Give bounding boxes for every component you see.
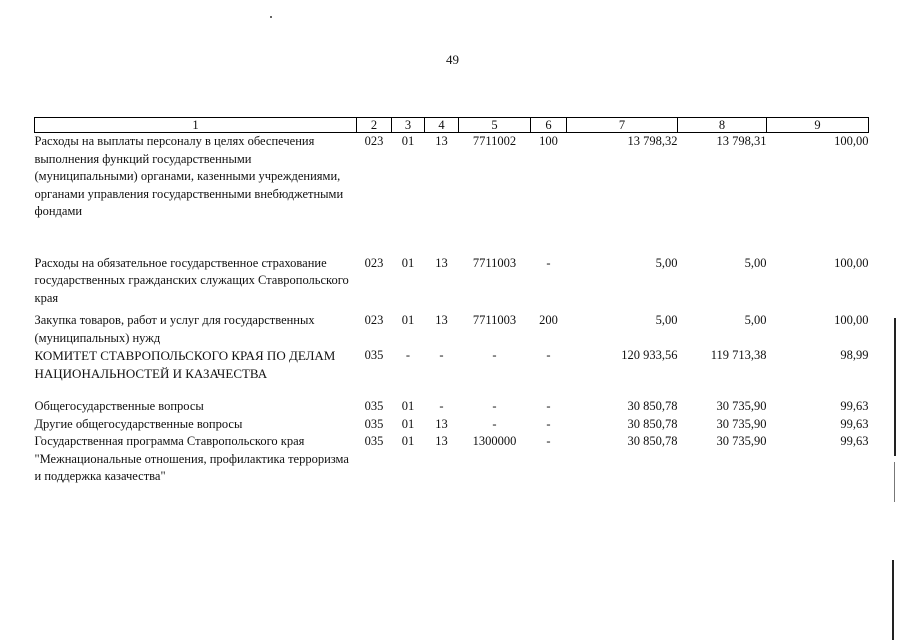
cell-expense-type: -: [546, 399, 551, 413]
cell-percent: 99,63: [840, 434, 869, 448]
row-name: КОМИТЕТ СТАВРОПОЛЬСКОГО КРАЯ ПО ДЕЛАМ НАЦИОНАЛЬНОСТЕЙ И КАЗАЧЕСТВА: [34, 348, 336, 381]
cell-expense-type: 100: [539, 134, 558, 148]
scan-speck: [270, 16, 272, 18]
cell-subsection: 13: [435, 434, 448, 448]
cell-executed: 30 735,90: [716, 416, 767, 431]
header-col-5: 5: [459, 118, 531, 133]
cell-target-article: 7711003: [472, 313, 517, 327]
cell-percent: 99,63: [840, 399, 869, 413]
header-col-3: 3: [392, 118, 425, 133]
budget-table: [34, 117, 869, 486]
cell-expense-type: 200: [539, 313, 558, 327]
table-row: [35, 312, 869, 347]
cell-admin-code: 023: [364, 313, 384, 327]
cell-executed: 5,00: [744, 313, 767, 327]
cell-section: 01: [401, 434, 415, 448]
row-name: Расходы на выплаты персоналу в целях обеспечения выполнения функций государственными (муниципальными) органами, казенными учреждениями, органами управления государственными внебюджетными фондами: [34, 134, 344, 218]
row-name: Государственная программа Ставропольского края "Межнациональные отношения, профилактика терроризма и поддержка казачества": [34, 434, 349, 483]
cell-admin-code: 035: [364, 399, 384, 413]
header-col-2: 2: [357, 118, 392, 133]
cell-subsection: 13: [435, 416, 448, 431]
cell-percent: 98,99: [840, 348, 869, 362]
cell-admin-code: 035: [364, 434, 384, 448]
cell-planned: 30 850,78: [627, 399, 678, 413]
table-row: [35, 133, 869, 255]
cell-target-article: 7711002: [472, 134, 517, 148]
cell-admin-code: 023: [364, 255, 384, 270]
row-name: Общегосударственные вопросы: [34, 399, 204, 413]
header-col-1: 1: [35, 118, 357, 133]
header-col-9: 9: [767, 118, 869, 133]
cell-subsection: 13: [435, 255, 448, 270]
table-row: [35, 398, 869, 416]
cell-target-article: -: [492, 416, 497, 431]
cell-section: 01: [401, 416, 415, 431]
header-col-4: 4: [425, 118, 459, 133]
cell-admin-code: 023: [364, 134, 384, 148]
cell-planned: 13 798,32: [627, 134, 678, 148]
cell-subsection: 13: [435, 313, 448, 327]
cell-expense-type: -: [546, 434, 551, 448]
header-col-8: 8: [678, 118, 767, 133]
cell-section: -: [405, 348, 411, 362]
header-col-6: 6: [531, 118, 567, 133]
cell-planned: 5,00: [655, 255, 678, 270]
cell-percent: 100,00: [834, 313, 869, 327]
cell-target-article: -: [492, 348, 497, 362]
cell-planned: 30 850,78: [627, 434, 678, 448]
cell-percent: 99,63: [840, 416, 869, 431]
cell-admin-code: 035: [364, 416, 384, 431]
cell-expense-type: -: [546, 348, 551, 362]
header-row: [35, 118, 869, 133]
cell-section: 01: [401, 255, 415, 270]
cell-executed: 13 798,31: [716, 134, 767, 148]
cell-percent: 100,00: [834, 255, 869, 270]
scan-edge-line: [892, 560, 894, 640]
scan-edge-line: [894, 462, 895, 502]
scan-edge-line: [894, 318, 896, 456]
page-number: 49: [446, 52, 459, 67]
cell-expense-type: -: [546, 416, 551, 431]
table-row: [35, 347, 869, 398]
table-row: [35, 416, 869, 434]
cell-target-article: 7711003: [472, 255, 517, 270]
cell-target-article: -: [492, 399, 497, 413]
table-row: [35, 255, 869, 313]
row-name: Закупка товаров, работ и услуг для государственных (муниципальных) нужд: [34, 313, 315, 345]
cell-subsection: -: [439, 399, 444, 413]
cell-target-article: 1300000: [472, 434, 517, 448]
cell-admin-code: 035: [364, 348, 384, 362]
cell-executed: 5,00: [744, 255, 767, 270]
cell-subsection: -: [439, 348, 444, 362]
table-row: [35, 433, 869, 486]
cell-section: 01: [401, 313, 415, 327]
cell-planned: 5,00: [655, 313, 678, 327]
cell-executed: 30 735,90: [716, 399, 767, 413]
cell-planned: 30 850,78: [627, 416, 678, 431]
row-name: Другие общегосударственные вопросы: [34, 416, 243, 431]
cell-expense-type: -: [546, 255, 551, 270]
header-col-7: 7: [567, 118, 678, 133]
row-name: Расходы на обязательное государственное страхование государственных гражданских служащих Ставропольского края: [34, 255, 349, 305]
cell-section: 01: [401, 399, 415, 413]
cell-subsection: 13: [435, 134, 448, 148]
cell-section: 01: [401, 134, 415, 148]
cell-executed: 30 735,90: [716, 434, 767, 448]
cell-percent: 100,00: [834, 134, 869, 148]
cell-planned: 120 933,56: [621, 348, 678, 362]
cell-executed: 119 713,38: [710, 348, 767, 362]
